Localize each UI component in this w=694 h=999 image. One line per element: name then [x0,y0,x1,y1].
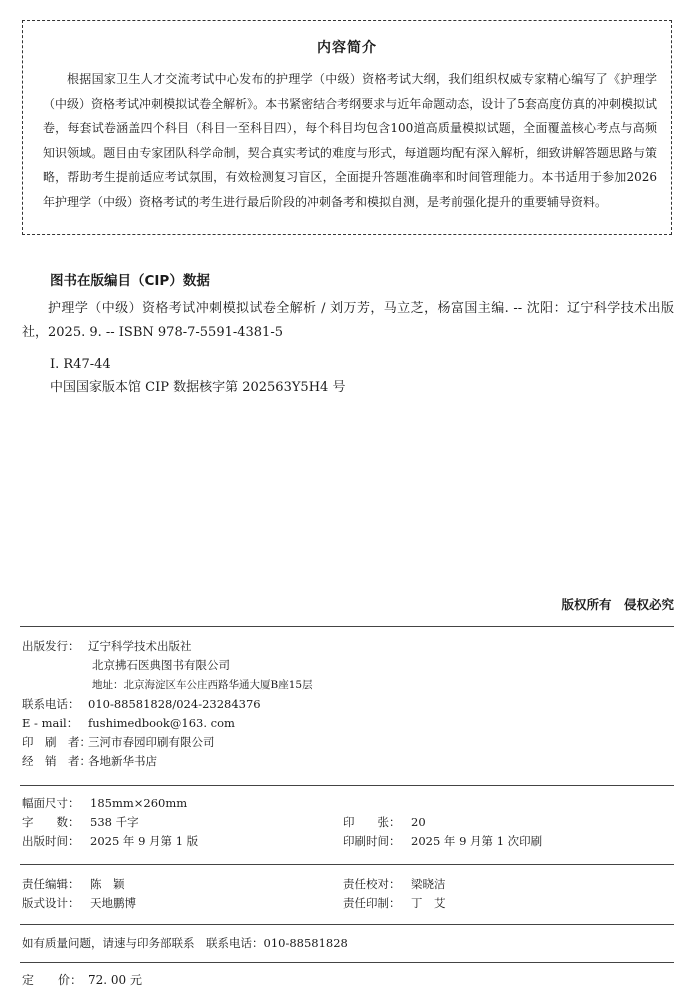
pub-time-label: 出版时间： [22,834,80,848]
co-publisher-name: 北京拂石医典图书有限公司 [92,658,230,672]
price-value: 72. 00 元 [88,973,142,987]
content-summary-box [22,20,672,235]
sheets-value: 20 [411,815,426,829]
proof-label: 责任校对： [343,877,401,891]
print-manager-label: 责任印制： [343,896,401,910]
design-label: 版式设计： [22,896,80,910]
email-row [22,713,235,733]
distributor-value: 各地新华书店 [88,754,157,768]
phone-row [22,694,261,714]
divider [20,962,674,963]
words-value: 538 千字 [90,815,139,829]
printer-label: 印 刷 者： [22,735,91,749]
print-time-row [343,831,542,851]
publisher-name: 辽宁科学技术出版社 [88,639,192,653]
cip-record-number: 中国国家版本馆 CIP 数据核字第 202563Y5H4 号 [50,380,346,395]
editor-value: 陈 颖 [90,877,125,891]
design-value: 天地鹏博 [90,896,136,910]
proof-row [343,874,446,894]
divider [20,626,674,627]
price-row [22,970,142,990]
words-label: 字 数： [22,815,80,829]
publisher-address: 地址：北京海淀区车公庄西路华通大厦B座15层 [92,679,313,691]
divider [20,785,674,786]
pub-time-row [22,831,198,851]
price-label: 定 价： [22,973,83,987]
email-value: fushimedbook@163. com [88,716,235,730]
cip-classification: Ⅰ. R47-44 [50,357,111,372]
editor-label: 责任编辑： [22,877,80,891]
print-time-value: 2025 年 9 月第 1 次印刷 [411,834,543,848]
distributor-label: 经 销 者： [22,754,91,768]
email-label: E - mail： [22,716,79,730]
proof-value: 梁晓洁 [411,877,446,891]
summary-title: 内容简介 [317,40,377,56]
divider [20,864,674,865]
design-row [22,893,136,913]
summary-body: 根据国家卫生人才交流考试中心发布的护理学（中级）资格考试大纲，我们组织权威专家精心编写了《护理学（中级）资格考试冲刺模拟试卷全解析》。本书紧密结合考纲要求与近年命题动态，设计了5套高度仿真的冲刺模拟试卷，每套试卷涵盖四个科目（科目一至科目四），每个科目均包含100道高质量模拟试题，全面覆盖核心考点与高频知识领域。题目由专家团队科学命制，契合真实考试的难度与形式，每道题均配有深入解析，细致讲解答题思路与策略，帮助考生提前适应考试氛围，有效检测复习盲区，全面提升答题准确率和时间管理能力。本书适用于参加2026年护理学（中级）资格考试的考生进行最后阶段的冲刺备考和模拟自测，是考前强化提升的重要辅导资料。 [43,72,657,209]
cip-description: 护理学（中级）资格考试冲刺模拟试卷全解析 / 刘万芳，马立芝，杨富国主编. -- 沈阳：辽宁科学技术出版社，2025. 9. -- ISBN 978-7-5591-4381-5 [22,301,674,340]
publisher-label: 出版发行： [22,639,80,653]
print-manager-value: 丁 艾 [411,896,446,910]
pub-time-value: 2025 年 9 月第 1 版 [90,834,199,848]
sheets-label: 印 张： [343,815,401,829]
distributor-row [22,751,157,771]
editor-row [22,874,125,894]
format-row [22,793,187,813]
phone-label: 联系电话： [22,697,80,711]
publisher-row [22,636,192,656]
format-value: 185mm×260mm [90,796,188,810]
phone-value: 010-88581828/024-23284376 [88,697,261,711]
format-label: 幅面尺寸： [22,796,80,810]
print-time-label: 印刷时间： [343,834,401,848]
cip-heading: 图书在版编目（CIP）数据 [50,273,210,289]
words-row [22,812,139,832]
quality-notice: 如有质量问题，请速与印务部联系 联系电话：010-88581828 [22,936,348,950]
printer-value: 三河市春园印刷有限公司 [88,735,215,749]
printer-row [22,732,215,752]
divider [20,924,674,925]
sheets-row [343,812,426,832]
copyright-notice: 版权所有 侵权必究 [561,597,674,612]
print-manager-row [343,893,446,913]
